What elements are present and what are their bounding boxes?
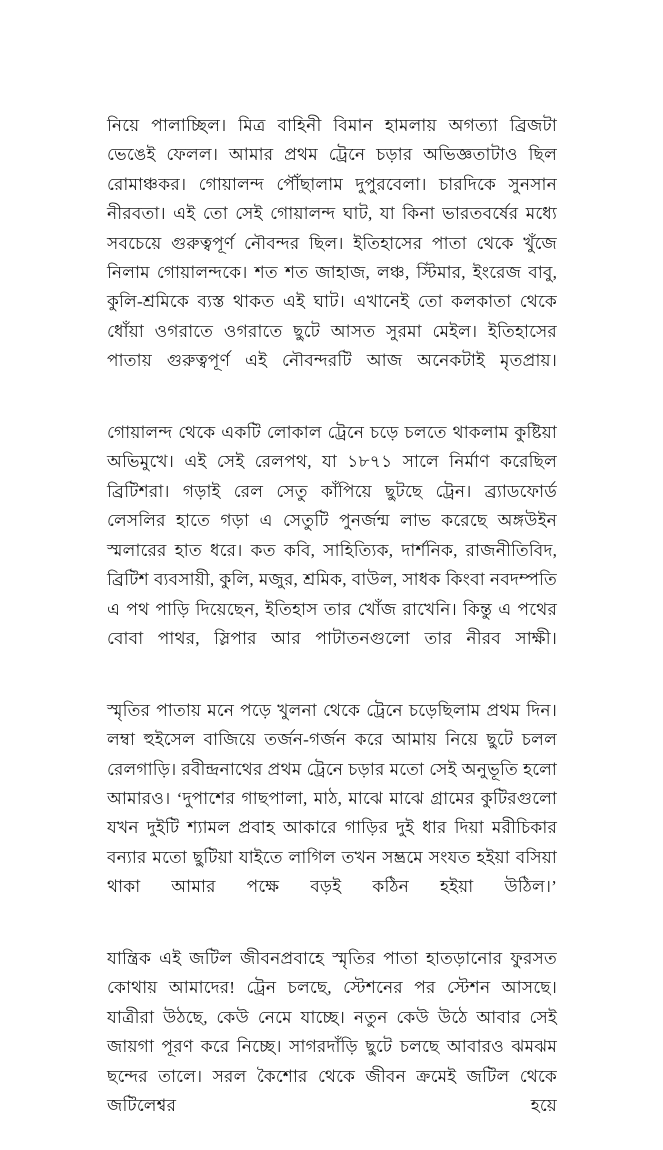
body-paragraph-2: গোয়ালন্দ থেকে একটি লোকাল ট্রেনে চড়ে চলতে থাকলাম কুষ্টিয়া অভিমুখে। এই সেই রেলপথ, যা ১৮৭১ সালে নির্মাণ করেছিল ব্রিটিশরা। গড়াই রেল সেতু কাঁপিয়ে ছুটছে ট্রেন। ব্র্যাডফোর্ড লেসলির হাতে গড়া এ সেতুটি পুনর্জন্ম লাভ করেছে অঙ্গউইন স্মলারের হাত ধরে। কত কবি, সাহিত্যিক, দার্শনিক, রাজনীতিবিদ, ব্রিটিশ ব্যবসায়ী, কুলি, মজুর, শ্রমিক, বাউল, সাধক কিংবা নবদম্পতি এ পথ পাড়ি দিয়েছেন, ইতিহাস তার খোঁজ রাখেনি। কিন্তু এ পথের বোবা পাথর, স্লিপার আর পাটাতনগুলো তার নীরব সাক্ষী। (107, 423, 557, 648)
body-paragraph-1: নিয়ে পালাচ্ছিল। মিত্র বাহিনী বিমান হামলায় অগত্যা ব্রিজটা ভেঙেই ফেলল। আমার প্রথম ট্রেনে চড়ার অভিজ্ঞতাটাও ছিল রোমাঞ্চকর। গোয়ালন্দ পৌঁছালাম দুপুরবেলা। চারদিকে সুনসান নীরবতা। এই তো সেই গোয়ালন্দ ঘাট, যা কিনা ভারতবর্ষের মধ্যে সবচেয়ে গুরুত্বপূর্ণ নৌবন্দর ছিল। ইতিহাসের পাতা থেকে খুঁজে নিলাম গোয়ালন্দকে। শত শত জাহাজ, লঞ্চ, স্টিমার, ইংরেজ বাবু, কুলি-শ্রমিকে ব্যস্ত থাকত এই ঘাট। এখানেই তো কলকাতা থেকে ধোঁয়া ওগরাতে ওগরাতে ছুটে আসত সুরমা মেইল। ইতিহাসের পাতায় গুরুত্বপূর্ণ এই নৌবন্দরটি আজ অনেকটাই মৃতপ্রায়। (107, 116, 557, 371)
body-paragraph-3: স্মৃতির পাতায় মনে পড়ে খুলনা থেকে ট্রেনে চড়েছিলাম প্রথম দিন। লম্বা হুইসেল বাজিয়ে তর্জন-গর্জন করে আমায় নিয়ে ছুটে চলল রেলগাড়ি। রবীন্দ্রনাথের প্রথম ট্রেনে চড়ার মতো সেই অনুভূতি হলো আমারও। ‘দুপাশের গাছপালা, মাঠ, মাঝে মাঝে গ্রামের কুটিরগুলো যখন দুইটি শ্যামল প্রবাহ আকারে গাড়ির দুই ধার দিয়া মরীচিকার বন্যার মতো ছুটিয়া যাইতে লাগিল তখন সম্ভ্রমে সংযত হইয়া বসিয়া থাকা আমার পক্ষে বড়ই কঠিন হইয়া উঠিল।’ (107, 700, 557, 897)
body-text-column (107, 111, 557, 1150)
body-paragraph-4: যান্ত্রিক এই জটিল জীবনপ্রবাহে স্মৃতির পাতা হাতড়ানোর ফুরসত কোথায় আমাদের! ট্রেন চলছে, স্টেশনের পর স্টেশন আসছে। যাত্রীরা উঠছে, কেউ নেমে যাচ্ছে। নতুন কেউ উঠে আবার সেই জায়গা পূরণ করে নিচ্ছে। সাগরদাঁড়ি ছুটে চলছে আবারও ঝমঝম ছন্দের তালে। সরল কৈশোর থেকে জীবন ক্রমেই জটিল থেকে জটিলেশ্বর হয়ে (107, 948, 557, 1115)
